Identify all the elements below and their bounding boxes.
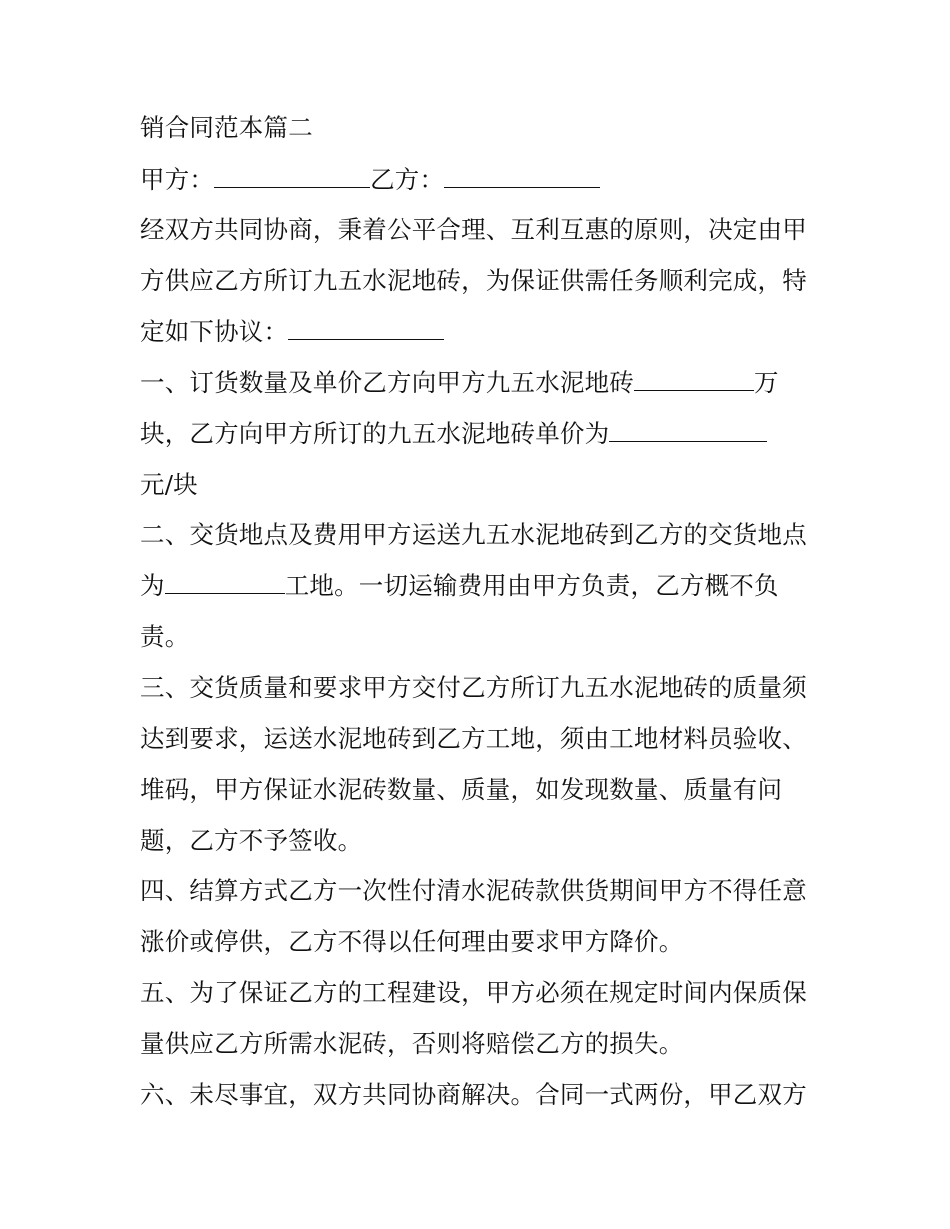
- party-a-label: 甲方：: [140, 165, 215, 194]
- unit-price-blank: [609, 419, 767, 442]
- clause-3-line-4: 题，乙方不予签收。: [140, 826, 363, 855]
- clause-3-line-1: 三、交货质量和要求甲方交付乙方所订九五水泥地砖的质量须: [140, 673, 807, 702]
- clause-6-line-1: 六、未尽事宜，双方共同协商解决。合同一式两份，甲乙双方: [140, 1080, 807, 1109]
- clause-2-line-1: 二、交货地点及费用甲方运送九五水泥地砖到乙方的交货地点: [140, 520, 807, 549]
- party-b-blank: [444, 165, 600, 188]
- document-title: 销合同范本篇二: [140, 113, 313, 142]
- parties-line: [140, 164, 600, 196]
- clause-1-line-3: 元/块: [140, 470, 198, 499]
- delivery-site-blank: [165, 571, 285, 594]
- clause-2-text-a: 为: [140, 571, 165, 600]
- quantity-blank: [634, 368, 754, 391]
- clause-5-line-1: 五、为了保证乙方的工程建设，甲方必须在规定时间内保质保: [140, 978, 807, 1007]
- intro-line-2: 方供应乙方所订九五水泥地砖，为保证供需任务顺利完成，特: [140, 266, 807, 295]
- clause-3-line-2: 达到要求，运送水泥地砖到乙方工地，须由工地材料员验收、: [140, 724, 807, 753]
- intro-line-3: [140, 316, 444, 348]
- clause-1-text-c: 块，乙方向甲方所订的九五水泥地砖单价为: [140, 419, 610, 448]
- clause-5-line-2: 量供应乙方所需水泥砖，否则将赔偿乙方的损失。: [140, 1029, 684, 1058]
- clause-1-text-b: 万: [754, 368, 779, 397]
- party-b-label: 乙方：: [370, 165, 445, 194]
- clause-2-line-2: [140, 570, 779, 602]
- intro-line-1: 经双方共同协商，秉着公平合理、互利互惠的原则，决定由甲: [140, 215, 807, 244]
- clause-2-line-3: 责。: [140, 622, 190, 651]
- clause-3-line-3: 堆码，甲方保证水泥砖数量、质量，如发现数量、质量有问: [140, 775, 783, 804]
- clause-2-text-b: 工地。一切运输费用由甲方负责，乙方概不负: [284, 571, 779, 600]
- clause-1-line-1: [140, 367, 779, 399]
- intro-line-3-text: 定如下协议：: [140, 317, 289, 346]
- clause-1-line-2: [140, 418, 767, 450]
- clause-4-line-2: 涨价或停供，乙方不得以任何理由要求甲方降价。: [140, 927, 684, 956]
- clause-1-text-a: 一、订货数量及单价乙方向甲方九五水泥地砖: [140, 368, 634, 397]
- party-a-blank: [214, 165, 370, 188]
- agreement-blank: [288, 317, 444, 340]
- clause-4-line-1: 四、结算方式乙方一次性付清水泥砖款供货期间甲方不得任意: [140, 876, 807, 905]
